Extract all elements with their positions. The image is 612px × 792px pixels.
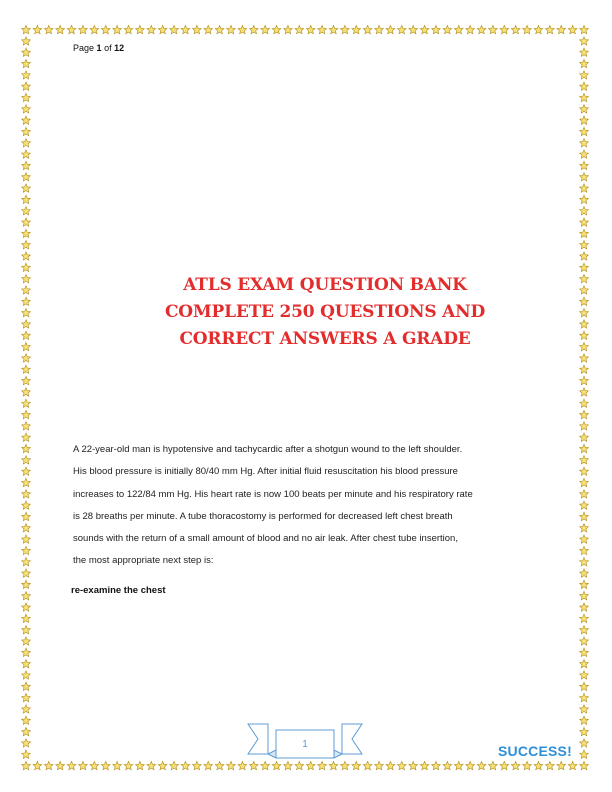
star-icon [363,761,372,769]
star-icon [22,478,31,486]
star-icon [580,195,589,203]
star-icon [170,761,179,769]
star-icon [22,614,31,622]
star-icon [545,25,554,33]
star-icon [580,320,589,328]
star-icon [124,761,133,769]
star-icon [477,761,486,769]
star-icon [568,25,577,33]
star-icon [580,705,589,713]
star-icon [557,761,566,769]
star-icon [580,331,589,339]
star-icon [158,761,167,769]
star-icon [454,25,463,33]
star-icon [580,682,589,690]
star-icon [22,207,31,215]
star-icon [500,761,509,769]
star-icon [580,161,589,169]
star-icon [523,25,532,33]
star-icon [580,139,589,147]
star-icon [22,750,31,758]
star-icon [580,693,589,701]
star-icon [238,761,247,769]
star-icon [22,127,31,135]
star-icon [22,501,31,509]
star-icon [22,48,31,56]
star-icon [101,761,110,769]
star-icon [215,761,224,769]
star-border-icon [20,24,590,772]
star-icon [580,648,589,656]
star-icon [22,25,31,33]
star-icon [79,761,88,769]
star-icon [580,546,589,554]
star-icon [580,388,589,396]
star-icon [113,761,122,769]
star-icon [580,207,589,215]
star-icon [580,512,589,520]
star-icon [22,705,31,713]
star-icon [22,139,31,147]
star-icon [534,761,543,769]
star-icon [113,25,122,33]
star-icon [318,25,327,33]
question-line: is 28 breaths per minute. A tube thoracostomy is performed for decreased left chest breath [73,510,453,522]
star-icon [580,750,589,758]
star-icon [580,150,589,158]
star-icon [580,614,589,622]
question-text [73,439,553,573]
star-icon [56,761,65,769]
star-icon [22,82,31,90]
star-icon [22,580,31,588]
star-icon [580,490,589,498]
star-icon [124,25,133,33]
answer-text: re-examine the chest [71,585,166,596]
star-icon [534,25,543,33]
star-icon [580,478,589,486]
star-icon [22,682,31,690]
star-icon [22,535,31,543]
star-icon [22,603,31,611]
star-icon [22,195,31,203]
star-icon [44,25,53,33]
star-icon [147,25,156,33]
star-icon [136,761,145,769]
star-icon [432,761,441,769]
star-icon [238,25,247,33]
star-icon [432,25,441,33]
star-icon [466,761,475,769]
question-line: sounds with the return of a small amount of blood and no air leak. After chest tube insertion, [73,533,458,545]
star-icon [90,25,99,33]
star-icon [261,761,270,769]
star-icon [511,25,520,33]
star-icon [580,376,589,384]
star-icon [22,592,31,600]
star-icon [181,25,190,33]
star-icon [136,25,145,33]
star-icon [568,761,577,769]
star-icon [318,761,327,769]
star-icon [580,286,589,294]
star-icon [22,116,31,124]
star-icon [386,761,395,769]
star-icon [170,25,179,33]
star-icon [22,365,31,373]
star-icon [22,241,31,249]
title-line-1: ATLS EXAM QUESTION BANK [183,275,467,295]
star-icon [466,25,475,33]
star-icon [22,150,31,158]
star-icon [22,569,31,577]
star-icon [33,761,42,769]
star-icon [284,761,293,769]
star-icon [443,761,452,769]
star-icon [580,399,589,407]
star-icon [545,761,554,769]
star-icon [420,25,429,33]
footer-page-number: 1 [302,739,308,750]
star-icon [580,342,589,350]
star-icon [580,25,589,33]
star-icon [580,241,589,249]
star-icon [580,592,589,600]
star-icon [580,82,589,90]
star-icon [67,761,76,769]
star-icon [22,433,31,441]
star-icon [580,603,589,611]
star-icon [580,308,589,316]
star-icon [580,558,589,566]
star-icon [22,671,31,679]
star-icon [22,275,31,283]
star-icon [580,173,589,181]
star-icon [67,25,76,33]
star-icon [580,569,589,577]
of-label: of [104,43,112,53]
star-icon [580,229,589,237]
title-line-3: CORRECT ANSWERS A GRADE [179,329,471,349]
star-icon [22,252,31,260]
current-page: 1 [96,43,102,53]
star-icon [306,25,315,33]
page-indicator [73,43,124,53]
star-icon [329,25,338,33]
star-icon [22,71,31,79]
star-icon [22,761,31,769]
question-line: increases to 122/84 mm Hg. His heart rate is now 100 beats per minute and his respiratory rate [73,488,473,500]
star-icon [580,739,589,747]
star-icon [22,388,31,396]
star-icon [375,761,384,769]
star-icon [22,626,31,634]
star-icon [375,25,384,33]
star-icon [158,25,167,33]
star-icon [580,535,589,543]
star-icon [22,308,31,316]
star-icon [79,25,88,33]
ribbon-banner-icon [246,714,364,760]
star-icon [22,512,31,520]
star-icon [580,59,589,67]
star-icon [204,25,213,33]
star-icon [22,693,31,701]
star-icon [272,25,281,33]
star-icon [580,297,589,305]
star-icon [22,716,31,724]
star-icon [409,25,418,33]
star-icon [580,501,589,509]
star-icon [580,433,589,441]
star-icon [580,727,589,735]
star-icon [44,761,53,769]
success-label: SUCCESS! [498,743,572,759]
star-icon [101,25,110,33]
star-icon [580,127,589,135]
star-icon [22,546,31,554]
star-icon [22,161,31,169]
star-icon [580,422,589,430]
star-icon [580,93,589,101]
star-icon [90,761,99,769]
star-icon [22,422,31,430]
star-icon [397,761,406,769]
star-icon [306,761,315,769]
star-icon [147,761,156,769]
star-icon [22,558,31,566]
star-icon [454,761,463,769]
star-icon [523,761,532,769]
star-icon [22,105,31,113]
star-icon [489,25,498,33]
star-icon [580,48,589,56]
star-icon [22,229,31,237]
star-icon [227,25,236,33]
star-icon [580,580,589,588]
star-icon [329,761,338,769]
star-icon [215,25,224,33]
page-label: Page [73,43,95,53]
star-icon [22,648,31,656]
star-icon [580,761,589,769]
star-icon [557,25,566,33]
star-icon [580,671,589,679]
star-icon [22,739,31,747]
star-icon [204,761,213,769]
star-icon [22,399,31,407]
star-icon [500,25,509,33]
star-icon [580,365,589,373]
star-icon [489,761,498,769]
star-icon [22,59,31,67]
star-icon [56,25,65,33]
star-icon [22,263,31,271]
star-icon [227,761,236,769]
star-icon [340,761,349,769]
star-icon [261,25,270,33]
star-icon [580,354,589,362]
star-icon [363,25,372,33]
star-icon [33,25,42,33]
star-icon [22,376,31,384]
star-icon [295,25,304,33]
star-icon [580,105,589,113]
star-icon [22,444,31,452]
star-icon [397,25,406,33]
star-icon [22,354,31,362]
star-icon [580,456,589,464]
star-icon [580,524,589,532]
title-line-2: COMPLETE 250 QUESTIONS AND [164,302,486,322]
star-icon [22,297,31,305]
star-icon [284,25,293,33]
star-icon [580,263,589,271]
star-icon [340,25,349,33]
star-icon [22,93,31,101]
star-icon [477,25,486,33]
star-icon [181,761,190,769]
document-title [100,272,550,353]
star-icon [272,761,281,769]
star-icon [580,116,589,124]
star-icon [352,25,361,33]
star-icon [580,410,589,418]
star-icon [580,37,589,45]
star-icon [22,467,31,475]
star-icon [22,184,31,192]
star-icon [352,761,361,769]
star-icon [22,659,31,667]
star-icon [511,761,520,769]
star-icon [22,727,31,735]
star-icon [22,331,31,339]
star-icon [22,524,31,532]
total-pages: 12 [114,43,125,53]
star-icon [580,184,589,192]
star-icon [295,761,304,769]
star-icon [22,490,31,498]
question-line: His blood pressure is initially 80/40 mm Hg. After initial fluid resuscitation his blood pressure [73,466,458,478]
star-icon [249,761,258,769]
star-icon [249,25,258,33]
star-icon [580,716,589,724]
star-icon [580,626,589,634]
star-icon [192,25,201,33]
star-icon [420,761,429,769]
star-icon [22,637,31,645]
star-icon [443,25,452,33]
star-icon [22,173,31,181]
star-icon [580,275,589,283]
star-icon [409,761,418,769]
star-icon [22,342,31,350]
star-icon [580,252,589,260]
star-icon [22,218,31,226]
question-line: A 22-year-old man is hypotensive and tachycardic after a shotgun wound to the left shoulder. [73,444,463,455]
star-icon [22,286,31,294]
star-icon [580,637,589,645]
star-icon [580,467,589,475]
star-icon [22,410,31,418]
star-icon [580,444,589,452]
star-icon [580,218,589,226]
star-icon [22,456,31,464]
star-icon [22,37,31,45]
star-icon [22,320,31,328]
star-icon [192,761,201,769]
star-icon [386,25,395,33]
star-icon [580,71,589,79]
star-icon [580,659,589,667]
question-line: the most appropriate next step is: [73,555,214,567]
